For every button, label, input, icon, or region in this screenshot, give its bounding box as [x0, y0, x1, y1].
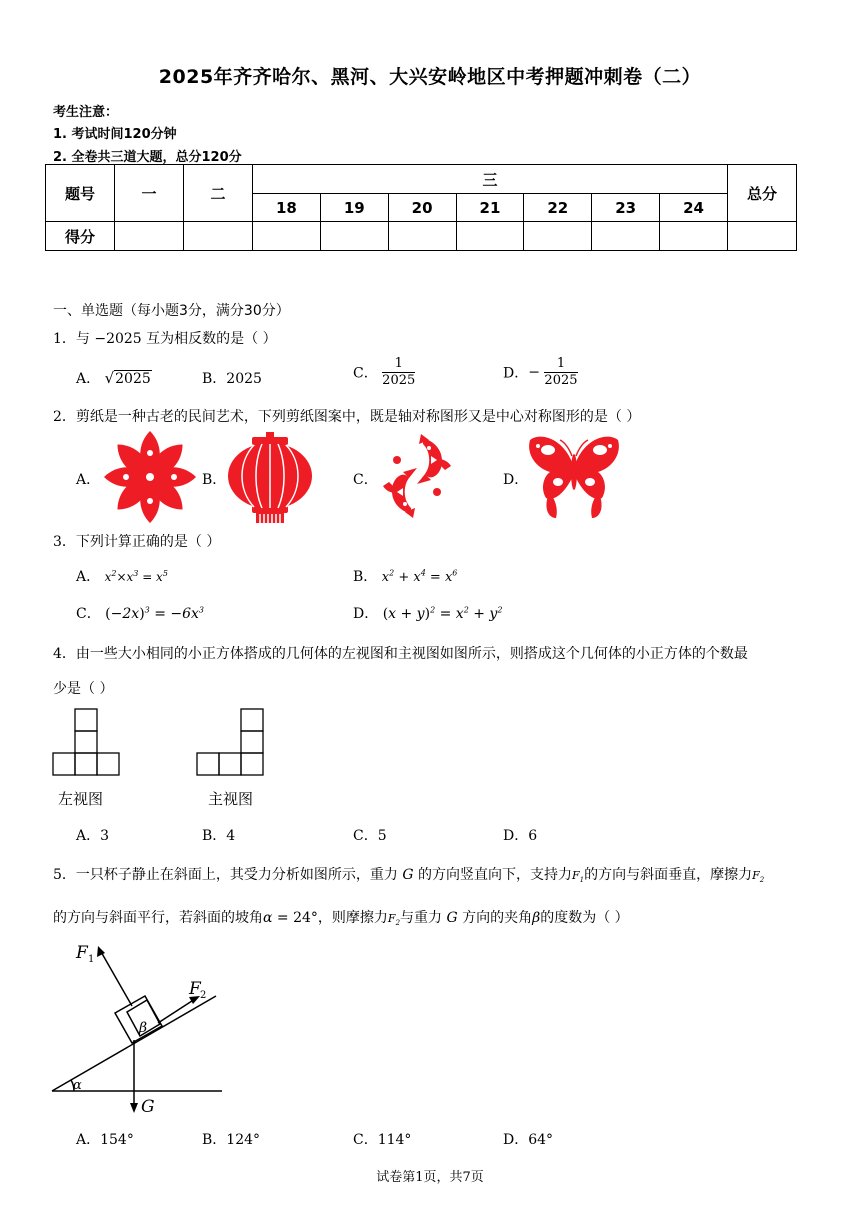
q3-option-b[interactable]: B． $x^2 + x^4 = x^6$	[353, 568, 458, 585]
flower-papercut-icon	[97, 430, 203, 524]
sub-question-number: 21	[456, 194, 524, 222]
question-4-stem: 4．由一些大小相同的小正方体搭成的几何体的左视图和主视图如图所示，则搭成这个几何体的小正方体的个数最	[53, 646, 748, 662]
score-table	[45, 164, 797, 251]
score-cell[interactable]	[728, 222, 797, 251]
question-5-stem: 5．一只杯子静止在斜面上，其受力分析如图所示，重力 G 的方向竖直向下，支持力$F_1$的方向与斜面垂直，摩擦力$F_2$	[53, 867, 765, 885]
q5-option-c[interactable]: C．114°	[353, 1132, 412, 1148]
butterfly-papercut-icon	[526, 432, 622, 520]
sub-question-number: 19	[320, 194, 388, 222]
q3-option-a[interactable]: A． $x^2\times x^3 = x^5$	[76, 569, 168, 585]
q1-option-a-value: 2025	[115, 371, 151, 387]
notice-item: 2. 全卷共三道大题，总分120分	[53, 150, 242, 165]
score-cell[interactable]	[388, 222, 456, 251]
left-view-caption: 左视图	[58, 790, 104, 808]
q4-option-a[interactable]: A．3	[76, 828, 110, 844]
q4-option-c[interactable]: C．5	[353, 828, 387, 844]
q4-option-d[interactable]: D．6	[503, 828, 538, 844]
beta-label: β	[139, 1020, 148, 1036]
q5-option-a[interactable]: A．154°	[76, 1132, 134, 1148]
lantern-papercut-icon	[226, 432, 314, 524]
left-view-figure	[52, 708, 122, 778]
question-2-stem: 2．剪纸是一种古老的民间艺术，下列剪纸图案中，既是轴对称图形又是中心对称图形的是（ ）	[53, 409, 641, 425]
f2-subscript: 2	[200, 990, 207, 1001]
score-cell[interactable]	[253, 222, 321, 251]
question-3-stem: 3．下列计算正确的是（ ）	[53, 534, 221, 550]
fraction: $\frac{1}{2025}$	[544, 356, 578, 388]
f1-subscript: 1	[88, 954, 95, 965]
q2-option-a-label[interactable]: A．	[76, 472, 101, 488]
q3-option-c[interactable]: C． $(-2x)^3 = -6x^3$	[76, 605, 205, 622]
math-expression: $(-2x)^3 = -6x^3$	[105, 605, 205, 622]
q5-option-b[interactable]: B．124°	[202, 1132, 261, 1148]
q3-option-d[interactable]: D． $(x + y)^2 = x^2 + y^2$	[353, 605, 503, 622]
alpha-label: α	[73, 1078, 82, 1093]
g-label: G	[141, 1097, 155, 1117]
q4-option-b[interactable]: B．4	[202, 828, 236, 844]
math-expression: $x^2 + x^4 = x^6$	[381, 568, 458, 585]
sub-question-number: 20	[388, 194, 456, 222]
q1-option-c[interactable]: C． $\frac{1}{2025}$	[353, 356, 416, 388]
front-view-figure	[196, 708, 266, 778]
front-view-caption: 主视图	[208, 790, 254, 808]
q2-option-b-label[interactable]: B．	[202, 472, 227, 488]
math-expression: $(x + y)^2 = x^2 + y^2$	[382, 605, 503, 622]
force-diagram	[50, 940, 230, 1115]
koi-fish-papercut-icon	[377, 434, 457, 518]
score-cell[interactable]	[115, 222, 184, 251]
score-cell[interactable]	[592, 222, 660, 251]
math-expression: $x^2\times x^3 = x^5$	[104, 569, 168, 584]
q2-option-d-label[interactable]: D．	[503, 472, 529, 488]
q5-option-d[interactable]: D．64°	[503, 1132, 554, 1148]
score-cell[interactable]	[660, 222, 728, 251]
question-4-stem-continued: 少是（ ）	[53, 681, 114, 697]
section-three-header: 三	[253, 165, 728, 194]
notice-heading: 考生注意：	[53, 105, 119, 120]
page-footer: 试卷第1页，共7页	[376, 1170, 484, 1185]
question-number-header: 题号	[46, 165, 115, 222]
q2-option-c-label[interactable]: C．	[353, 472, 378, 488]
question-5-stem-continued: 的方向与斜面平行，若斜面的坡角α = 24°，则摩擦力$F_2$与重力 G 方向的夹角β的度数为（ ）	[53, 910, 629, 928]
q1-option-d[interactable]: D．− $\frac{1}{2025}$	[503, 356, 578, 388]
q1-option-a[interactable]: A． √2025	[76, 369, 151, 387]
page-title: 2025年齐齐哈尔、黑河、大兴安岭地区中考押题冲刺卷（二）	[158, 66, 702, 88]
section-heading: 一、单选题（每小题3分，满分30分）	[53, 303, 290, 319]
score-row-label: 得分	[46, 222, 115, 251]
score-cell[interactable]	[320, 222, 388, 251]
sub-question-number: 24	[660, 194, 728, 222]
score-cell[interactable]	[456, 222, 524, 251]
section-one-header: 一	[115, 165, 184, 222]
question-1-stem: 1．与 −2025 互为相反数的是（ ）	[53, 331, 277, 347]
fraction: $\frac{1}{2025}$	[382, 356, 416, 388]
score-cell[interactable]	[524, 222, 592, 251]
section-two-header: 二	[184, 165, 253, 222]
q1-option-b[interactable]: B．2025	[202, 371, 262, 387]
f2-label: F	[189, 979, 201, 999]
sub-question-number: 22	[524, 194, 592, 222]
f1-label: F	[76, 943, 88, 963]
sub-question-number: 18	[253, 194, 321, 222]
total-header: 总分	[728, 165, 797, 222]
score-cell[interactable]	[184, 222, 253, 251]
sub-question-number: 23	[592, 194, 660, 222]
notice-item: 1. 考试时间120分钟	[53, 127, 177, 142]
